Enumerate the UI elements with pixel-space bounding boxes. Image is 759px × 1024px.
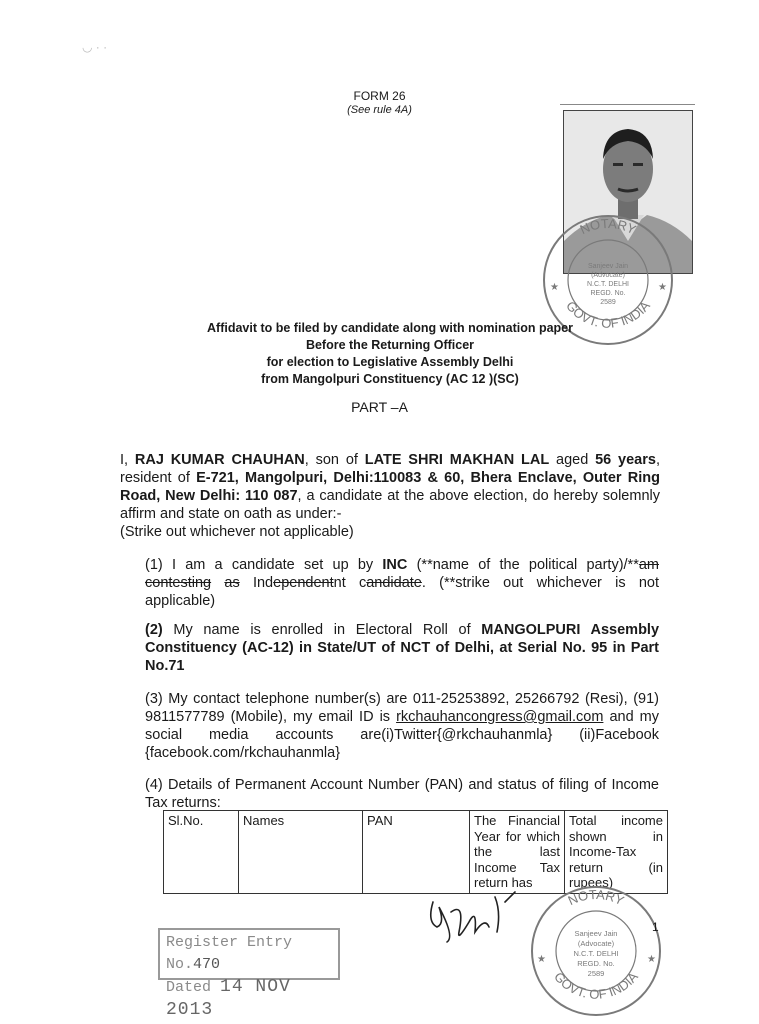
item-4-text: Details of Permanent Account Number (PAN) and status of filing of Income Tax returns: xyxy=(145,777,659,811)
item-1: (1) I am a candidate set up by INC (**name of the political party)/**am contesting as Independentnt candidate. (**strike out whichever is not applicable) xyxy=(145,557,660,609)
electoral-roll-details: MANGOLPURI Assembly Constituency (AC-12) in State/UT of NCT of Delhi, at Serial No. 95 in Part No.71 xyxy=(145,622,660,674)
candidate-prefix: c xyxy=(358,575,367,591)
svg-text:REGD. No.: REGD. No. xyxy=(577,959,615,968)
item-2 xyxy=(145,621,659,675)
resident-of-text: , resident of xyxy=(120,452,660,486)
form-rule: (See rule 4A) xyxy=(347,104,412,116)
item-1-pre: I am a candidate set up by xyxy=(171,557,374,573)
title-line-3: for election to Legislative Assembly Delhi xyxy=(266,355,514,369)
struck-ependent: ependent xyxy=(273,575,334,591)
form-number: FORM 26 xyxy=(353,89,406,103)
svg-text:(Advocate): (Advocate) xyxy=(591,272,625,279)
struck-andidate: andidate xyxy=(366,575,422,591)
social-media-accounts: and my social media accounts are(i)Twitter{@rkchauhanmla} (ii)Facebook {facebook.com/rkchauhanmla} xyxy=(145,709,659,761)
item-3 xyxy=(145,690,659,762)
son-of-text: , son of xyxy=(304,452,358,468)
svg-text:NOTARY: NOTARY xyxy=(565,886,627,909)
item-2-number: (2) xyxy=(145,622,163,638)
intro-paragraph xyxy=(120,451,660,541)
svg-text:GOVT. OF INDIA: GOVT. OF INDIA xyxy=(551,969,641,1002)
title-line-1: Affidavit to be filed by candidate along with nomination paper xyxy=(207,321,573,335)
item-3-number: (3) xyxy=(145,691,163,707)
header-financial-year: The Financial Year for which the last Income Tax return has xyxy=(470,811,565,894)
item-1-mid: (**name of the political party)/** xyxy=(416,557,639,573)
register-dated-label: Dated xyxy=(166,979,212,996)
header-names: Names xyxy=(239,811,363,894)
svg-text:GOVT. OF INDIA: GOVT. OF INDIA xyxy=(563,298,653,331)
affidavit-title xyxy=(170,320,610,388)
contact-numbers: My contact telephone number(s) are 011-25253892, 25266792 (Resi), (91) 9811577789 (Mobile), my email ID is xyxy=(145,691,660,725)
svg-text:★: ★ xyxy=(658,282,667,293)
register-date: 14 NOV 2013 xyxy=(166,977,291,1020)
svg-text:2589: 2589 xyxy=(600,299,616,306)
register-entry-stamp xyxy=(158,928,340,1020)
item-4-number: (4) xyxy=(145,777,163,793)
signature xyxy=(425,882,525,952)
item-2-pre: My name is enrolled in Electoral Roll of xyxy=(173,622,471,638)
svg-text:(Advocate): (Advocate) xyxy=(577,939,615,948)
struck-contesting: contesting xyxy=(145,575,212,591)
intro-rest: , a candidate at the above election, do hereby solemnly affirm and state on oath as under:- xyxy=(120,488,660,522)
part-heading: PART –A xyxy=(351,399,408,415)
struck-am: am xyxy=(638,557,659,573)
item-1-post: . (**strike out whichever is not applicable) xyxy=(145,575,660,609)
svg-text:★: ★ xyxy=(537,954,546,965)
notary-stamp-bottom xyxy=(525,880,667,1022)
header-pan: PAN xyxy=(363,811,470,894)
svg-text:N.C.T. DELHI: N.C.T. DELHI xyxy=(573,949,619,958)
svg-text:Sanjeev Jain: Sanjeev Jain xyxy=(574,929,618,938)
photo-top-line xyxy=(560,104,695,105)
aged-text: aged xyxy=(556,452,589,468)
candidate-age: 56 years xyxy=(595,452,656,468)
father-name: LATE SHRI MAKHAN LAL xyxy=(364,452,550,468)
svg-text:2589: 2589 xyxy=(587,969,605,978)
title-line-2: Before the Returning Officer xyxy=(305,338,475,352)
svg-text:★: ★ xyxy=(550,282,559,293)
header-total-income: Total income shown in Income-Tax return (in rupees) xyxy=(565,811,668,894)
header-sl-no: Sl.No. xyxy=(164,811,239,894)
register-entry-number: 470 xyxy=(193,956,221,973)
candidate-name: RAJ KUMAR CHAUHAN xyxy=(134,452,305,468)
party-name: INC xyxy=(382,557,408,573)
svg-text:N.C.T. DELHI: N.C.T. DELHI xyxy=(586,281,630,288)
svg-text:REGD. No.: REGD. No. xyxy=(590,290,626,297)
candidate-address: E-721, Mangolpuri, Delhi:110083 & 60, Bhera Enclave, Outer Ring Road, New Delhi: 110 087 xyxy=(120,470,660,504)
register-entry-label: Register Entry No. xyxy=(166,934,293,973)
svg-text:NOTARY: NOTARY xyxy=(577,215,639,238)
item-1-number: (1) xyxy=(145,557,163,573)
svg-text:Sanjeev Jain: Sanjeev Jain xyxy=(587,263,629,270)
email-link[interactable]: rkchauhancongress@gmail.com xyxy=(396,709,604,725)
independent-prefix: Ind xyxy=(252,575,274,591)
struck-as: as xyxy=(224,575,240,591)
item-4 xyxy=(145,776,659,812)
scan-artifact: ◡ · · xyxy=(82,40,108,54)
svg-text:★: ★ xyxy=(647,954,656,965)
strike-note: (Strike out whichever not applicable) xyxy=(120,524,354,540)
intro-i: I, xyxy=(120,452,129,468)
page-number: 1 xyxy=(652,920,659,934)
title-line-4: from Mangolpuri Constituency (AC 12 )(SC) xyxy=(261,372,519,386)
